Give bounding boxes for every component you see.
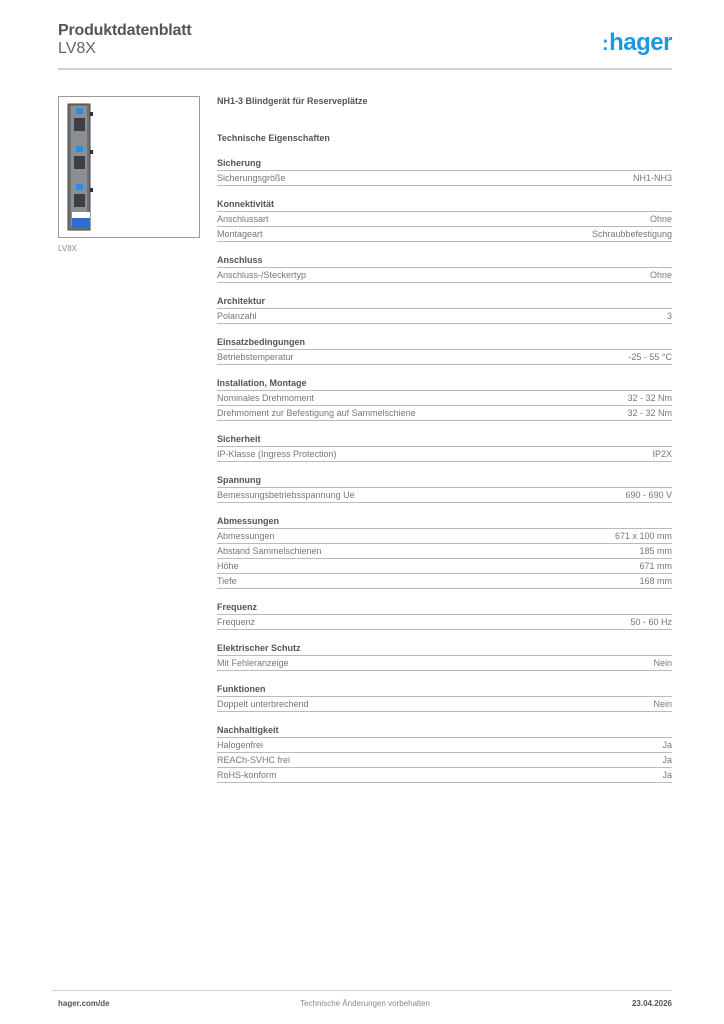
spec-label: Tiefe <box>217 576 237 586</box>
spec-group <box>217 474 672 503</box>
spec-value: NH1-NH3 <box>632 173 672 183</box>
spec-label: Höhe <box>217 561 239 571</box>
section-title: Technische Eigenschaften <box>217 133 330 143</box>
spec-row <box>217 529 672 544</box>
spec-group <box>217 295 672 324</box>
spec-label: IP-Klasse (Ingress Protection) <box>217 449 337 459</box>
footer-notice: Technische Änderungen vorbehalten <box>300 999 430 1008</box>
product-code: LV8X <box>58 40 96 57</box>
product-name: NH1-3 Blindgerät für Reserveplätze <box>217 96 368 106</box>
spec-groups <box>217 157 672 783</box>
spec-value: Schraubbefestigung <box>591 229 672 239</box>
spec-row <box>217 391 672 406</box>
spec-label: Mit Fehleranzeige <box>217 658 289 668</box>
spec-group <box>217 198 672 242</box>
product-image <box>58 96 200 238</box>
spec-value: 690 - 690 V <box>625 490 672 500</box>
spec-label: Nominales Drehmoment <box>217 393 315 403</box>
spec-value: Ohne <box>649 214 672 224</box>
spec-value: IP2X <box>652 449 672 459</box>
spec-row <box>217 171 672 186</box>
spec-row <box>217 544 672 559</box>
spec-group <box>217 515 672 589</box>
spec-value: 50 - 60 Hz <box>630 617 672 627</box>
spec-row <box>217 768 672 783</box>
group-title: Funktionen <box>217 683 672 697</box>
group-title: Einsatzbedingungen <box>217 336 672 350</box>
spec-value: Ja <box>662 770 672 780</box>
spec-value: Ja <box>662 740 672 750</box>
spec-label: Anschluss-/Steckertyp <box>217 270 307 280</box>
spec-group <box>217 683 672 712</box>
group-title: Sicherheit <box>217 433 672 447</box>
spec-row <box>217 488 672 503</box>
spec-row <box>217 738 672 753</box>
spec-group <box>217 724 672 783</box>
page-header <box>58 22 672 70</box>
spec-label: Polanzahl <box>217 311 257 321</box>
spec-row <box>217 559 672 574</box>
group-title: Elektrischer Schutz <box>217 642 672 656</box>
spec-value: 168 mm <box>639 576 672 586</box>
spec-value: Ohne <box>649 270 672 280</box>
spec-label: Bemessungsbetriebsspannung Ue <box>217 490 355 500</box>
group-title: Frequenz <box>217 601 672 615</box>
footer-date: 23.04.2026 <box>631 999 672 1008</box>
spec-label: Abstand Sammelschienen <box>217 546 322 556</box>
spec-value: 671 mm <box>639 561 672 571</box>
spec-group <box>217 336 672 365</box>
fuse-device-icon <box>66 102 94 232</box>
spec-value: Ja <box>662 755 672 765</box>
group-title: Anschluss <box>217 254 672 268</box>
spec-content <box>217 95 672 783</box>
spec-value: 32 - 32 Nm <box>627 408 672 418</box>
spec-row <box>217 350 672 365</box>
spec-value: 185 mm <box>639 546 672 556</box>
spec-value: Nein <box>653 658 672 668</box>
spec-group <box>217 157 672 186</box>
spec-group <box>217 601 672 630</box>
spec-row <box>217 227 672 242</box>
spec-row <box>217 615 672 630</box>
spec-value: Nein <box>653 699 672 709</box>
spec-row <box>217 268 672 283</box>
spec-label: Betriebstemperatur <box>217 352 294 362</box>
spec-label: Montageart <box>217 229 263 239</box>
spec-value: -25 - 55 °C <box>628 352 672 362</box>
spec-label: RoHS-konform <box>217 770 277 780</box>
spec-row <box>217 212 672 227</box>
spec-row <box>217 309 672 324</box>
page-title: Produktdatenblatt <box>58 22 192 39</box>
group-title: Konnektivität <box>217 198 672 212</box>
spec-row <box>217 447 672 462</box>
spec-value: 32 - 32 Nm <box>627 393 672 403</box>
hager-logo: :hager <box>601 29 672 56</box>
spec-label: Drehmoment zur Befestigung auf Sammelschiene <box>217 408 416 418</box>
footer-website[interactable]: hager.com/de <box>58 999 110 1008</box>
spec-row <box>217 753 672 768</box>
spec-label: Sicherungsgröße <box>217 173 286 183</box>
header-divider <box>58 68 672 70</box>
group-title: Nachhaltigkeit <box>217 724 672 738</box>
image-caption: LV8X <box>58 244 77 253</box>
spec-group <box>217 254 672 283</box>
spec-group <box>217 377 672 421</box>
group-title: Sicherung <box>217 157 672 171</box>
spec-value: 3 <box>666 311 672 321</box>
spec-value: 671 x 100 mm <box>614 531 672 541</box>
footer-divider <box>52 990 672 991</box>
spec-group <box>217 642 672 671</box>
spec-label: Abmessungen <box>217 531 275 541</box>
spec-label: Halogenfrei <box>217 740 264 750</box>
page-footer <box>58 999 672 1011</box>
spec-group <box>217 433 672 462</box>
group-title: Architektur <box>217 295 672 309</box>
spec-label: Doppelt unterbrechend <box>217 699 309 709</box>
spec-row <box>217 406 672 421</box>
spec-row <box>217 656 672 671</box>
spec-label: Frequenz <box>217 617 256 627</box>
spec-label: REACh-SVHC frei <box>217 755 291 765</box>
group-title: Abmessungen <box>217 515 672 529</box>
spec-row <box>217 574 672 589</box>
spec-row <box>217 697 672 712</box>
group-title: Spannung <box>217 474 672 488</box>
spec-label: Anschlussart <box>217 214 269 224</box>
group-title: Installation, Montage <box>217 377 672 391</box>
